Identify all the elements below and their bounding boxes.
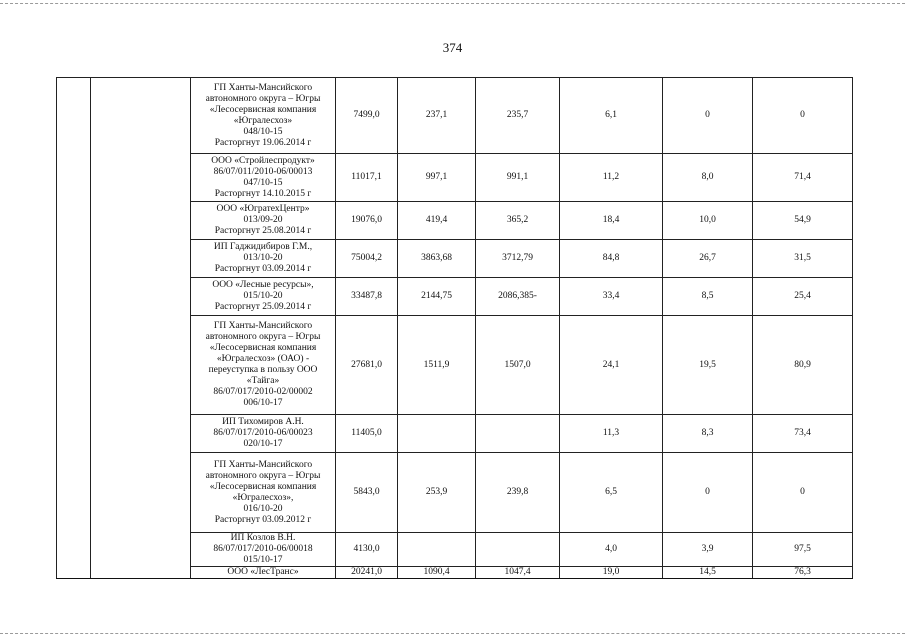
contract-name-line: 047/10-15 bbox=[243, 177, 283, 188]
blank-cell bbox=[91, 278, 191, 316]
blank-cell bbox=[57, 567, 91, 579]
blank-cell bbox=[57, 316, 91, 415]
contract-name-cell bbox=[191, 154, 336, 202]
value-cell-v5: 8,0 bbox=[663, 154, 753, 202]
blank-cell bbox=[57, 240, 91, 278]
contract-name-line: 020/10-17 bbox=[243, 439, 283, 449]
contract-name-cell bbox=[191, 567, 336, 579]
value-cell-v1: 11405,0 bbox=[336, 415, 398, 453]
contract-name-cell bbox=[191, 278, 336, 316]
value-cell-v3: 365,2 bbox=[476, 202, 560, 240]
value-cell-v6: 25,4 bbox=[753, 278, 853, 316]
value-cell-v2: 1090,4 bbox=[398, 567, 476, 579]
contract-name-line: ООО «ЮгратехЦентр» bbox=[216, 204, 310, 214]
table-row bbox=[57, 567, 853, 579]
contract-name-line: 006/10-17 bbox=[243, 398, 283, 408]
table-row bbox=[57, 415, 853, 453]
contract-name-line: Расторгнут 03.09.2014 г bbox=[214, 264, 312, 274]
table-row bbox=[57, 278, 853, 316]
contract-name-cell bbox=[191, 453, 336, 533]
scan-edge-bottom bbox=[0, 633, 905, 634]
value-cell-v5: 19,5 bbox=[663, 316, 753, 415]
blank-cell bbox=[91, 533, 191, 567]
contract-name-line: Расторгнут 25.08.2014 г bbox=[214, 226, 312, 236]
contract-name-line: 015/10-17 bbox=[243, 555, 283, 565]
table-row bbox=[57, 78, 853, 154]
contract-name-line: 86/07/011/2010-06/00013 bbox=[213, 166, 313, 177]
value-cell-v5: 8,5 bbox=[663, 278, 753, 316]
value-cell-v1: 33487,8 bbox=[336, 278, 398, 316]
value-cell-v2: 237,1 bbox=[398, 78, 476, 154]
contract-name-line: 016/10-20 bbox=[243, 503, 283, 514]
blank-cell bbox=[57, 415, 91, 453]
table-row bbox=[57, 533, 853, 567]
contract-name-cell bbox=[191, 202, 336, 240]
value-cell-v2: 253,9 bbox=[398, 453, 476, 533]
contract-name-line: Расторгнут 25.09.2014 г bbox=[214, 302, 312, 312]
table-row bbox=[57, 240, 853, 278]
contract-name-line: ООО «Лесные ресурсы», bbox=[212, 280, 314, 290]
contract-name-line: Расторгнут 14.10.2015 г bbox=[214, 188, 312, 199]
contract-name-line: «Югралесхоз» (ОАО) - bbox=[216, 354, 310, 364]
scan-edge-top bbox=[0, 3, 905, 4]
contract-name-line: ИП Тихомиров А.Н. bbox=[222, 417, 304, 427]
value-cell-v5: 0 bbox=[663, 78, 753, 154]
contract-name-line: 048/10-15 bbox=[243, 126, 283, 137]
value-cell-v4: 33,4 bbox=[560, 278, 663, 316]
table-row bbox=[57, 202, 853, 240]
contract-name-cell bbox=[191, 78, 336, 154]
value-cell-v3 bbox=[476, 533, 560, 567]
value-cell-v1: 4130,0 bbox=[336, 533, 398, 567]
value-cell-v2: 2144,75 bbox=[398, 278, 476, 316]
table-row bbox=[57, 316, 853, 415]
contract-name-line: ИП Козлов В.Н. bbox=[230, 533, 296, 543]
data-table bbox=[56, 77, 853, 579]
value-cell-v3: 235,7 bbox=[476, 78, 560, 154]
value-cell-v2: 997,1 bbox=[398, 154, 476, 202]
contract-name-line: ООО «ЛесТранс» bbox=[227, 567, 299, 577]
blank-cell bbox=[57, 533, 91, 567]
contract-name-line: Расторгнут 19.06.2014 г bbox=[214, 137, 312, 148]
value-cell-v1: 5843,0 bbox=[336, 453, 398, 533]
contract-name-line: ГП Ханты-Мансийского bbox=[213, 321, 313, 331]
value-cell-v1: 7499,0 bbox=[336, 78, 398, 154]
value-cell-v6: 71,4 bbox=[753, 154, 853, 202]
contract-name-line: 013/09-20 bbox=[243, 215, 283, 225]
value-cell-v6: 0 bbox=[753, 78, 853, 154]
contract-name-line: 86/07/017/2010-06/00023 bbox=[213, 428, 313, 438]
value-cell-v6: 97,5 bbox=[753, 533, 853, 567]
contract-name-line: автономного округа – Югры bbox=[205, 470, 321, 481]
value-cell-v6: 54,9 bbox=[753, 202, 853, 240]
value-cell-v5: 26,7 bbox=[663, 240, 753, 278]
value-cell-v3: 991,1 bbox=[476, 154, 560, 202]
contract-name-line: ООО «Стройлеспродукт» bbox=[211, 155, 315, 166]
value-cell-v3: 1507,0 bbox=[476, 316, 560, 415]
blank-cell bbox=[91, 567, 191, 579]
blank-cell bbox=[57, 453, 91, 533]
value-cell-v5: 8,3 bbox=[663, 415, 753, 453]
value-cell-v2 bbox=[398, 415, 476, 453]
value-cell-v4: 11,2 bbox=[560, 154, 663, 202]
value-cell-v3: 1047,4 bbox=[476, 567, 560, 579]
value-cell-v4: 19,0 bbox=[560, 567, 663, 579]
value-cell-v2 bbox=[398, 533, 476, 567]
blank-cell bbox=[91, 202, 191, 240]
value-cell-v2: 419,4 bbox=[398, 202, 476, 240]
value-cell-v6: 73,4 bbox=[753, 415, 853, 453]
value-cell-v1: 11017,1 bbox=[336, 154, 398, 202]
contract-name-line: «Югралесхоз» bbox=[233, 115, 293, 126]
contract-name-line: «Лесосервисная компания bbox=[209, 481, 317, 492]
value-cell-v4: 11,3 bbox=[560, 415, 663, 453]
contract-name-line: «Югралесхоз», bbox=[232, 492, 294, 503]
contract-name-line: ИП Гаджидибиров Г.М., bbox=[213, 242, 313, 252]
table-row bbox=[57, 154, 853, 202]
blank-cell bbox=[57, 78, 91, 154]
value-cell-v4: 6,5 bbox=[560, 453, 663, 533]
contract-name-cell bbox=[191, 240, 336, 278]
contract-name-line: 86/07/017/2010-06/00018 bbox=[213, 544, 313, 554]
contract-name-line: «Лесосервисная компания bbox=[209, 343, 317, 353]
page-number: 374 bbox=[442, 40, 463, 55]
value-cell-v1: 20241,0 bbox=[336, 567, 398, 579]
blank-cell bbox=[57, 154, 91, 202]
value-cell-v5: 3,9 bbox=[663, 533, 753, 567]
value-cell-v2: 1511,9 bbox=[398, 316, 476, 415]
value-cell-v5: 14,5 bbox=[663, 567, 753, 579]
value-cell-v1: 19076,0 bbox=[336, 202, 398, 240]
contract-name-cell bbox=[191, 533, 336, 567]
value-cell-v2: 3863,68 bbox=[398, 240, 476, 278]
blank-cell bbox=[91, 316, 191, 415]
value-cell-v4: 18,4 bbox=[560, 202, 663, 240]
blank-cell bbox=[57, 278, 91, 316]
contract-name-cell bbox=[191, 316, 336, 415]
contract-name-line: «Тайга» bbox=[246, 376, 280, 386]
blank-cell bbox=[91, 415, 191, 453]
contract-name-line: 013/10-20 bbox=[243, 253, 283, 263]
table-row bbox=[57, 453, 853, 533]
value-cell-v4: 84,8 bbox=[560, 240, 663, 278]
contract-name-line: автономного округа – Югры bbox=[205, 93, 321, 104]
value-cell-v6: 31,5 bbox=[753, 240, 853, 278]
value-cell-v6: 0 bbox=[753, 453, 853, 533]
value-cell-v4: 24,1 bbox=[560, 316, 663, 415]
contract-name-line: «Лесосервисная компания bbox=[209, 104, 317, 115]
value-cell-v3: 3712,79 bbox=[476, 240, 560, 278]
blank-cell bbox=[91, 240, 191, 278]
blank-cell bbox=[91, 154, 191, 202]
value-cell-v3: 239,8 bbox=[476, 453, 560, 533]
value-cell-v4: 6,1 bbox=[560, 78, 663, 154]
value-cell-v1: 27681,0 bbox=[336, 316, 398, 415]
contract-name-line: Расторгнут 03.09.2012 г bbox=[214, 514, 312, 525]
blank-cell bbox=[57, 202, 91, 240]
value-cell-v3 bbox=[476, 415, 560, 453]
value-cell-v5: 0 bbox=[663, 453, 753, 533]
contract-name-line: 015/10-20 bbox=[243, 291, 283, 301]
contract-name-line: ГП Ханты-Мансийского bbox=[213, 82, 313, 93]
contract-name-line: автономного округа – Югры bbox=[205, 332, 321, 342]
blank-cell bbox=[91, 453, 191, 533]
value-cell-v3: 2086,385- bbox=[476, 278, 560, 316]
contract-name-line: переуступка в пользу ООО bbox=[208, 365, 318, 375]
value-cell-v4: 4,0 bbox=[560, 533, 663, 567]
blank-cell bbox=[91, 78, 191, 154]
value-cell-v6: 80,9 bbox=[753, 316, 853, 415]
contract-name-line: 86/07/017/2010-02/00002 bbox=[213, 387, 313, 397]
value-cell-v5: 10,0 bbox=[663, 202, 753, 240]
value-cell-v1: 75004,2 bbox=[336, 240, 398, 278]
value-cell-v6: 76,3 bbox=[753, 567, 853, 579]
contract-name-cell bbox=[191, 415, 336, 453]
contract-name-line: ГП Ханты-Мансийского bbox=[213, 459, 313, 470]
